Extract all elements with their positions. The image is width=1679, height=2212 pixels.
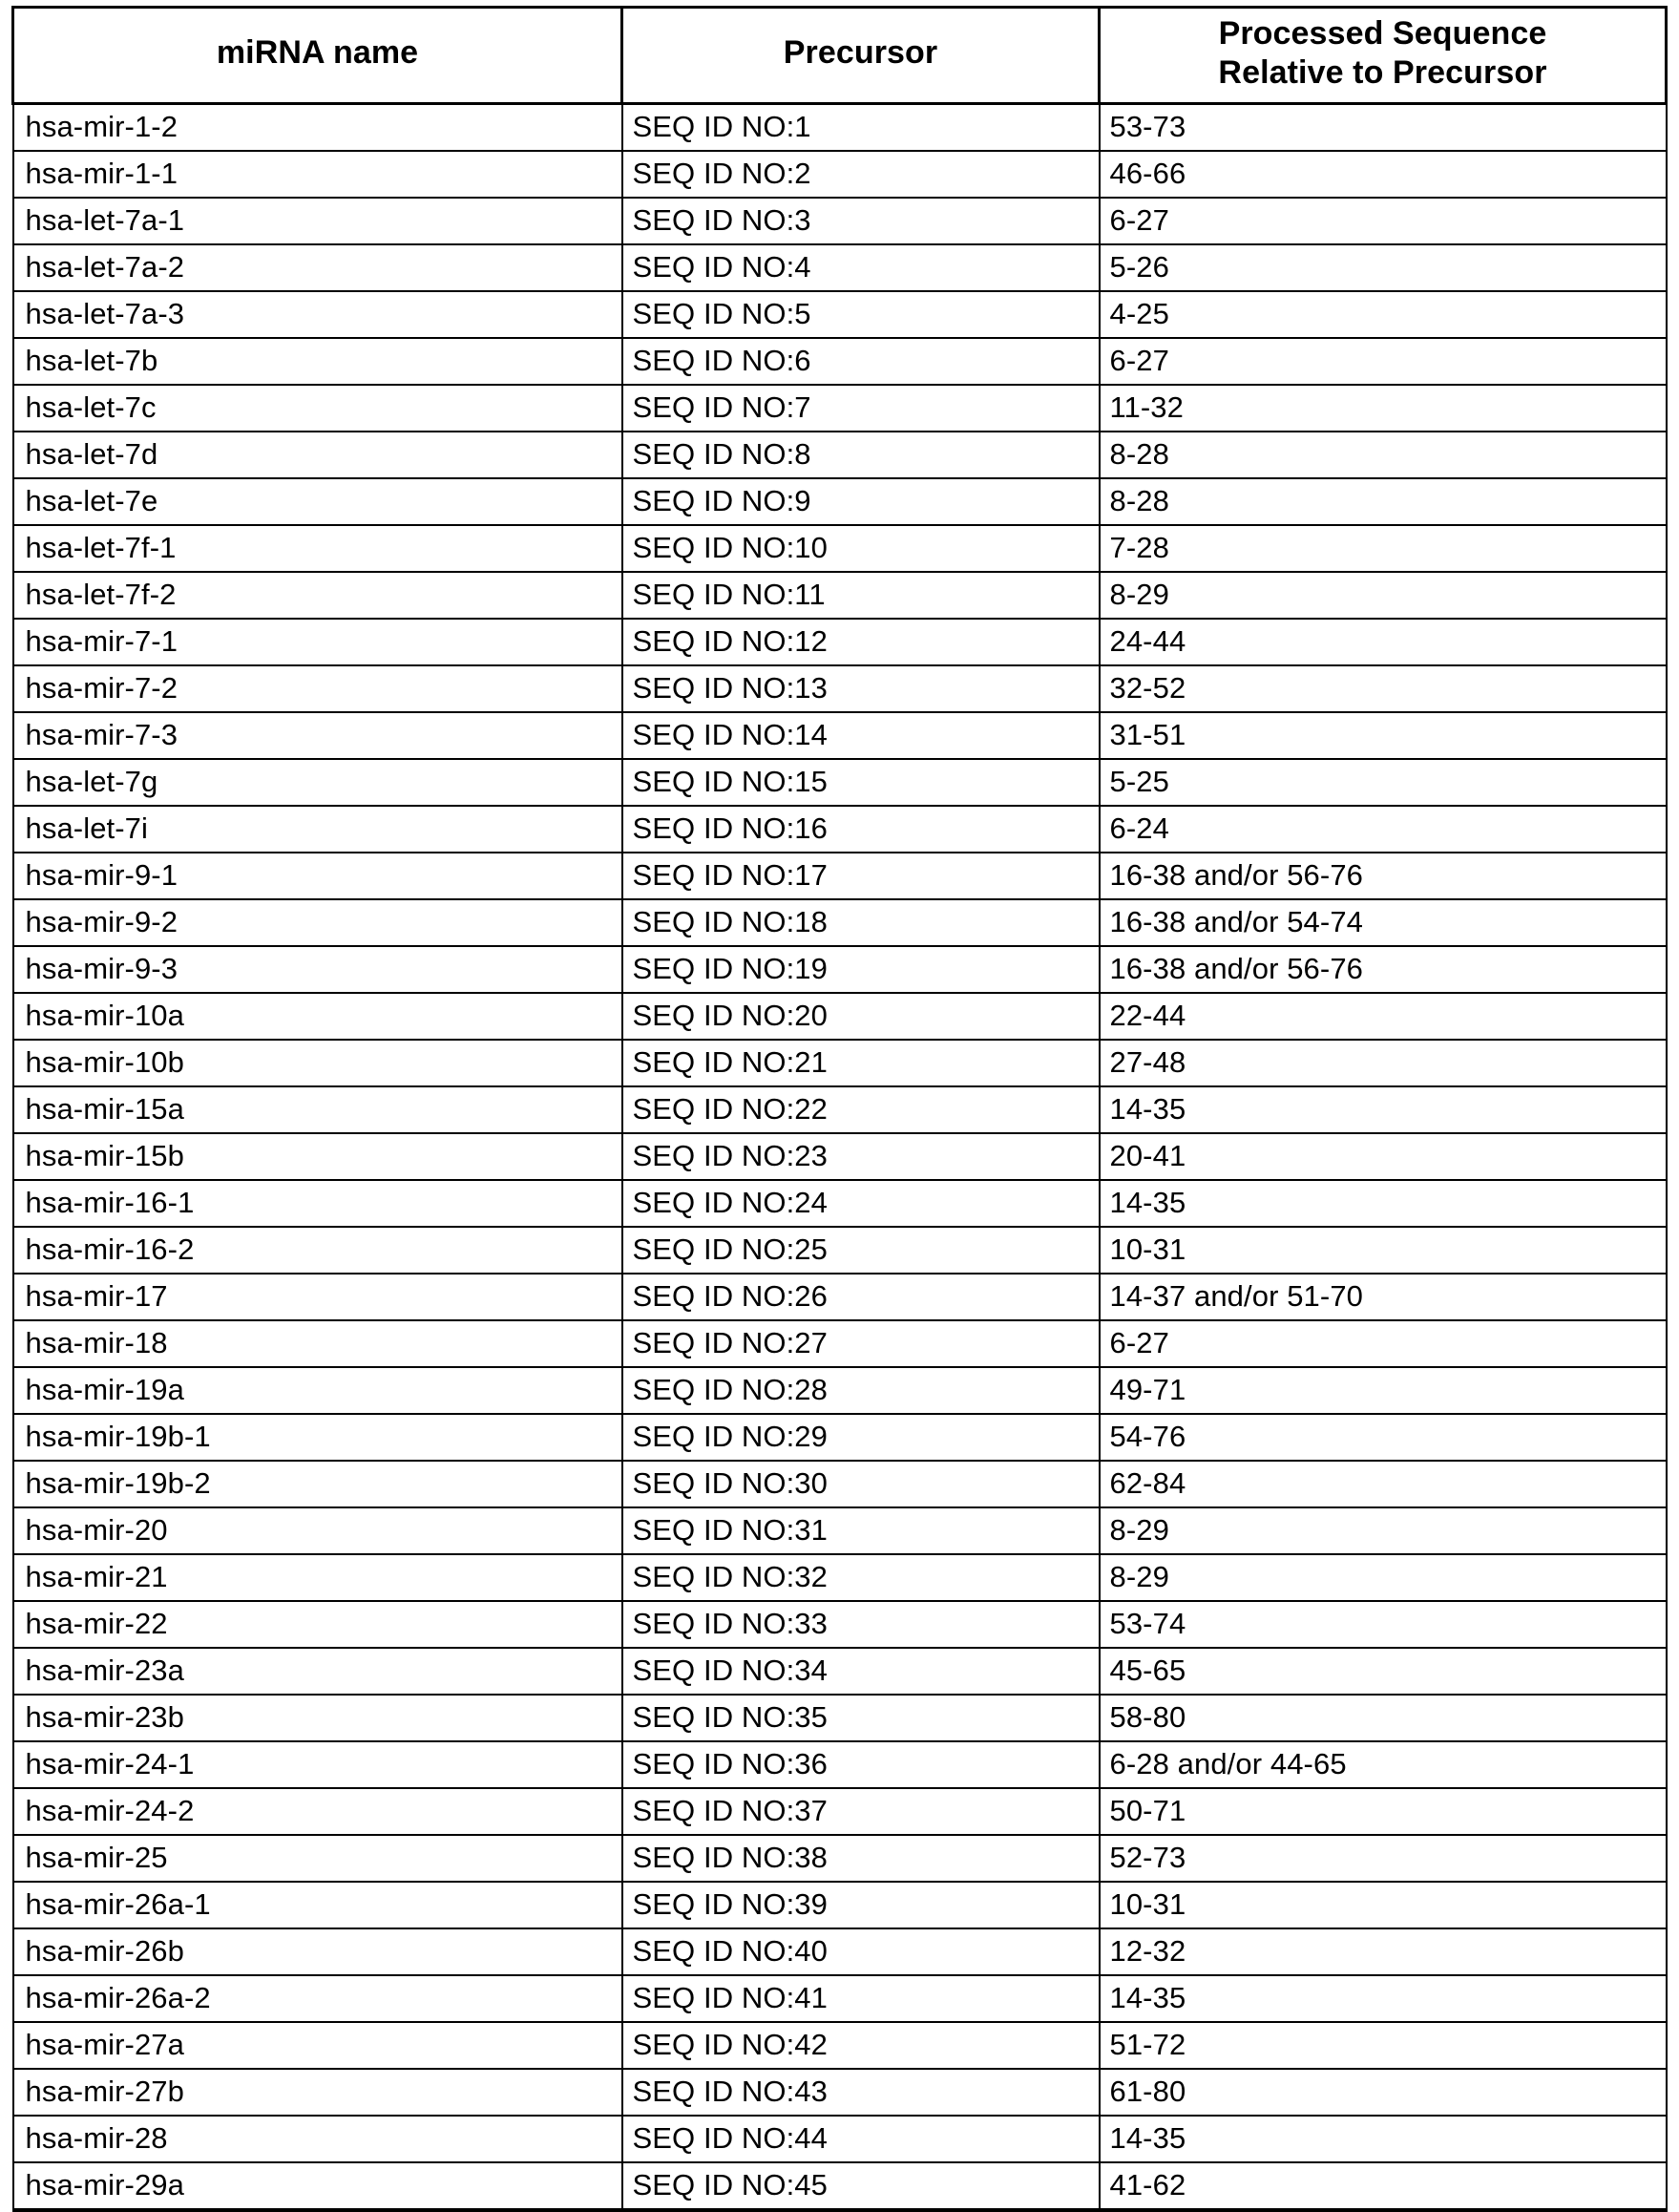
cell-processed-sequence: 8-29 xyxy=(1100,572,1667,619)
cell-processed-sequence: 6-27 xyxy=(1100,1320,1667,1367)
cell-mirna-name: hsa-mir-19b-2 xyxy=(13,1461,622,1507)
cell-mirna-name: hsa-mir-19b-1 xyxy=(13,1414,622,1461)
cell-processed-sequence: 6-28 and/or 44-65 xyxy=(1100,1741,1667,1788)
cell-precursor: SEQ ID NO:35 xyxy=(622,1695,1100,1741)
table-row xyxy=(13,2116,1667,2162)
cell-precursor: SEQ ID NO:21 xyxy=(622,1040,1100,1086)
cell-processed-sequence: 6-27 xyxy=(1100,338,1667,385)
cell-precursor: SEQ ID NO:31 xyxy=(622,1507,1100,1554)
cell-processed-sequence: 11-32 xyxy=(1100,385,1667,432)
cell-processed-sequence: 14-35 xyxy=(1100,1086,1667,1133)
table-row xyxy=(13,572,1667,619)
table-row xyxy=(13,385,1667,432)
cell-precursor: SEQ ID NO:4 xyxy=(622,244,1100,291)
table-row xyxy=(13,759,1667,806)
cell-processed-sequence: 45-65 xyxy=(1100,1648,1667,1695)
table-row xyxy=(13,712,1667,759)
column-header-processed-sequence-line1: Processed Sequence xyxy=(1218,14,1547,52)
table-header xyxy=(13,8,1667,104)
table-row xyxy=(13,899,1667,946)
column-header-processed-sequence-line2: Relative to Precursor xyxy=(1218,54,1547,91)
cell-precursor: SEQ ID NO:3 xyxy=(622,198,1100,244)
cell-precursor: SEQ ID NO:12 xyxy=(622,619,1100,665)
cell-precursor: SEQ ID NO:2 xyxy=(622,151,1100,198)
cell-mirna-name: hsa-mir-19a xyxy=(13,1367,622,1414)
cell-mirna-name: hsa-mir-17 xyxy=(13,1274,622,1320)
table-row xyxy=(13,1882,1667,1928)
cell-precursor: SEQ ID NO:43 xyxy=(622,2069,1100,2116)
table-row xyxy=(13,993,1667,1040)
cell-precursor: SEQ ID NO:34 xyxy=(622,1648,1100,1695)
cell-mirna-name: hsa-mir-7-1 xyxy=(13,619,622,665)
cell-precursor: SEQ ID NO:28 xyxy=(622,1367,1100,1414)
mirna-table xyxy=(11,6,1668,2212)
cell-precursor: SEQ ID NO:39 xyxy=(622,1882,1100,1928)
table-row xyxy=(13,1414,1667,1461)
table-body xyxy=(13,104,1667,2211)
cell-mirna-name: hsa-mir-16-1 xyxy=(13,1180,622,1227)
cell-processed-sequence: 14-35 xyxy=(1100,1180,1667,1227)
table-row xyxy=(13,946,1667,993)
cell-mirna-name: hsa-let-7i xyxy=(13,806,622,853)
cell-precursor: SEQ ID NO:32 xyxy=(622,1554,1100,1601)
cell-mirna-name: hsa-let-7e xyxy=(13,478,622,525)
cell-mirna-name: hsa-mir-9-2 xyxy=(13,899,622,946)
table-row xyxy=(13,2022,1667,2069)
cell-mirna-name: hsa-mir-9-3 xyxy=(13,946,622,993)
cell-precursor: SEQ ID NO:27 xyxy=(622,1320,1100,1367)
cell-mirna-name: hsa-mir-10a xyxy=(13,993,622,1040)
table-row xyxy=(13,1320,1667,1367)
table-row xyxy=(13,1648,1667,1695)
cell-mirna-name: hsa-let-7c xyxy=(13,385,622,432)
cell-processed-sequence: 16-38 and/or 56-76 xyxy=(1100,946,1667,993)
table-row xyxy=(13,1601,1667,1648)
cell-mirna-name: hsa-mir-27b xyxy=(13,2069,622,2116)
cell-mirna-name: hsa-let-7d xyxy=(13,432,622,478)
cell-processed-sequence: 16-38 and/or 56-76 xyxy=(1100,853,1667,899)
cell-mirna-name: hsa-mir-26a-2 xyxy=(13,1975,622,2022)
cell-mirna-name: hsa-mir-15b xyxy=(13,1133,622,1180)
column-header-mirna-name: miRNA name xyxy=(13,8,622,104)
cell-precursor: SEQ ID NO:5 xyxy=(622,291,1100,338)
cell-precursor: SEQ ID NO:44 xyxy=(622,2116,1100,2162)
table-row xyxy=(13,1788,1667,1835)
cell-processed-sequence: 52-73 xyxy=(1100,1835,1667,1882)
cell-processed-sequence: 10-31 xyxy=(1100,1882,1667,1928)
cell-precursor: SEQ ID NO:14 xyxy=(622,712,1100,759)
cell-mirna-name: hsa-mir-23b xyxy=(13,1695,622,1741)
cell-mirna-name: hsa-mir-22 xyxy=(13,1601,622,1648)
table-row xyxy=(13,853,1667,899)
cell-mirna-name: hsa-mir-26a-1 xyxy=(13,1882,622,1928)
cell-processed-sequence: 58-80 xyxy=(1100,1695,1667,1741)
cell-precursor: SEQ ID NO:36 xyxy=(622,1741,1100,1788)
cell-precursor: SEQ ID NO:9 xyxy=(622,478,1100,525)
table-row xyxy=(13,806,1667,853)
mirna-table-container xyxy=(11,6,1665,2212)
cell-processed-sequence: 53-74 xyxy=(1100,1601,1667,1648)
cell-mirna-name: hsa-mir-28 xyxy=(13,2116,622,2162)
cell-precursor: SEQ ID NO:6 xyxy=(622,338,1100,385)
cell-precursor: SEQ ID NO:1 xyxy=(622,104,1100,152)
cell-precursor: SEQ ID NO:7 xyxy=(622,385,1100,432)
cell-precursor: SEQ ID NO:16 xyxy=(622,806,1100,853)
cell-precursor: SEQ ID NO:38 xyxy=(622,1835,1100,1882)
cell-mirna-name: hsa-let-7a-2 xyxy=(13,244,622,291)
cell-processed-sequence: 32-52 xyxy=(1100,665,1667,712)
cell-processed-sequence: 8-28 xyxy=(1100,432,1667,478)
table-row xyxy=(13,1133,1667,1180)
cell-processed-sequence: 61-80 xyxy=(1100,2069,1667,2116)
table-row xyxy=(13,1274,1667,1320)
cell-processed-sequence: 46-66 xyxy=(1100,151,1667,198)
table-row xyxy=(13,244,1667,291)
table-row xyxy=(13,1741,1667,1788)
cell-processed-sequence: 4-25 xyxy=(1100,291,1667,338)
cell-precursor: SEQ ID NO:19 xyxy=(622,946,1100,993)
cell-mirna-name: hsa-mir-7-2 xyxy=(13,665,622,712)
cell-mirna-name: hsa-mir-1-1 xyxy=(13,151,622,198)
cell-processed-sequence: 22-44 xyxy=(1100,993,1667,1040)
table-row xyxy=(13,1507,1667,1554)
cell-mirna-name: hsa-mir-29a xyxy=(13,2162,622,2210)
cell-precursor: SEQ ID NO:20 xyxy=(622,993,1100,1040)
cell-processed-sequence: 6-24 xyxy=(1100,806,1667,853)
cell-processed-sequence: 14-37 and/or 51-70 xyxy=(1100,1274,1667,1320)
cell-mirna-name: hsa-let-7b xyxy=(13,338,622,385)
cell-precursor: SEQ ID NO:8 xyxy=(622,432,1100,478)
cell-precursor: SEQ ID NO:40 xyxy=(622,1928,1100,1975)
cell-precursor: SEQ ID NO:41 xyxy=(622,1975,1100,2022)
cell-processed-sequence: 51-72 xyxy=(1100,2022,1667,2069)
cell-processed-sequence: 8-29 xyxy=(1100,1554,1667,1601)
cell-processed-sequence: 27-48 xyxy=(1100,1040,1667,1086)
header-row xyxy=(13,8,1667,104)
cell-precursor: SEQ ID NO:33 xyxy=(622,1601,1100,1648)
cell-precursor: SEQ ID NO:13 xyxy=(622,665,1100,712)
cell-processed-sequence: 31-51 xyxy=(1100,712,1667,759)
cell-processed-sequence: 62-84 xyxy=(1100,1461,1667,1507)
cell-precursor: SEQ ID NO:29 xyxy=(622,1414,1100,1461)
cell-processed-sequence: 7-28 xyxy=(1100,525,1667,572)
cell-mirna-name: hsa-mir-16-2 xyxy=(13,1227,622,1274)
cell-processed-sequence: 50-71 xyxy=(1100,1788,1667,1835)
cell-processed-sequence: 5-26 xyxy=(1100,244,1667,291)
cell-precursor: SEQ ID NO:23 xyxy=(622,1133,1100,1180)
cell-mirna-name: hsa-mir-27a xyxy=(13,2022,622,2069)
table-row xyxy=(13,1040,1667,1086)
cell-processed-sequence: 14-35 xyxy=(1100,2116,1667,2162)
cell-processed-sequence: 49-71 xyxy=(1100,1367,1667,1414)
table-row xyxy=(13,1554,1667,1601)
cell-precursor: SEQ ID NO:17 xyxy=(622,853,1100,899)
cell-precursor: SEQ ID NO:15 xyxy=(622,759,1100,806)
cell-processed-sequence: 41-62 xyxy=(1100,2162,1667,2210)
cell-mirna-name: hsa-mir-18 xyxy=(13,1320,622,1367)
table-row xyxy=(13,432,1667,478)
cell-mirna-name: hsa-mir-15a xyxy=(13,1086,622,1133)
cell-processed-sequence: 10-31 xyxy=(1100,1227,1667,1274)
table-row xyxy=(13,1086,1667,1133)
column-header-precursor: Precursor xyxy=(622,8,1100,104)
cell-processed-sequence: 24-44 xyxy=(1100,619,1667,665)
table-row xyxy=(13,2162,1667,2210)
table-row xyxy=(13,338,1667,385)
cell-precursor: SEQ ID NO:45 xyxy=(622,2162,1100,2210)
cell-precursor: SEQ ID NO:37 xyxy=(622,1788,1100,1835)
cell-precursor: SEQ ID NO:18 xyxy=(622,899,1100,946)
cell-precursor: SEQ ID NO:10 xyxy=(622,525,1100,572)
cell-processed-sequence: 12-32 xyxy=(1100,1928,1667,1975)
cell-mirna-name: hsa-mir-24-1 xyxy=(13,1741,622,1788)
table-row xyxy=(13,1928,1667,1975)
table-row xyxy=(13,525,1667,572)
table-row xyxy=(13,478,1667,525)
cell-processed-sequence: 54-76 xyxy=(1100,1414,1667,1461)
cell-processed-sequence: 20-41 xyxy=(1100,1133,1667,1180)
cell-precursor: SEQ ID NO:26 xyxy=(622,1274,1100,1320)
cell-precursor: SEQ ID NO:25 xyxy=(622,1227,1100,1274)
cell-precursor: SEQ ID NO:11 xyxy=(622,572,1100,619)
cell-processed-sequence: 53-73 xyxy=(1100,104,1667,152)
cell-mirna-name: hsa-mir-10b xyxy=(13,1040,622,1086)
cell-mirna-name: hsa-mir-1-2 xyxy=(13,104,622,152)
table-row xyxy=(13,291,1667,338)
cell-precursor: SEQ ID NO:42 xyxy=(622,2022,1100,2069)
cell-precursor: SEQ ID NO:30 xyxy=(622,1461,1100,1507)
cell-processed-sequence: 8-29 xyxy=(1100,1507,1667,1554)
table-row xyxy=(13,665,1667,712)
cell-mirna-name: hsa-mir-23a xyxy=(13,1648,622,1695)
table-row xyxy=(13,104,1667,152)
cell-precursor: SEQ ID NO:24 xyxy=(622,1180,1100,1227)
cell-mirna-name: hsa-let-7f-1 xyxy=(13,525,622,572)
table-row xyxy=(13,2069,1667,2116)
cell-mirna-name: hsa-let-7g xyxy=(13,759,622,806)
table-row xyxy=(13,619,1667,665)
table-row xyxy=(13,1180,1667,1227)
table-row xyxy=(13,1461,1667,1507)
table-row xyxy=(13,151,1667,198)
cell-precursor: SEQ ID NO:22 xyxy=(622,1086,1100,1133)
cell-processed-sequence: 5-25 xyxy=(1100,759,1667,806)
table-row xyxy=(13,1695,1667,1741)
cell-mirna-name: hsa-mir-7-3 xyxy=(13,712,622,759)
cell-mirna-name: hsa-mir-21 xyxy=(13,1554,622,1601)
cell-processed-sequence: 16-38 and/or 54-74 xyxy=(1100,899,1667,946)
table-row xyxy=(13,198,1667,244)
cell-processed-sequence: 6-27 xyxy=(1100,198,1667,244)
cell-mirna-name: hsa-let-7a-1 xyxy=(13,198,622,244)
cell-processed-sequence: 14-35 xyxy=(1100,1975,1667,2022)
cell-mirna-name: hsa-mir-26b xyxy=(13,1928,622,1975)
table-row xyxy=(13,1367,1667,1414)
cell-mirna-name: hsa-mir-24-2 xyxy=(13,1788,622,1835)
column-header-processed-sequence xyxy=(1100,8,1667,104)
table-row xyxy=(13,1975,1667,2022)
table-row xyxy=(13,1835,1667,1882)
cell-processed-sequence: 8-28 xyxy=(1100,478,1667,525)
cell-mirna-name: hsa-let-7f-2 xyxy=(13,572,622,619)
table-row xyxy=(13,1227,1667,1274)
cell-mirna-name: hsa-let-7a-3 xyxy=(13,291,622,338)
cell-mirna-name: hsa-mir-25 xyxy=(13,1835,622,1882)
cell-mirna-name: hsa-mir-20 xyxy=(13,1507,622,1554)
cell-mirna-name: hsa-mir-9-1 xyxy=(13,853,622,899)
